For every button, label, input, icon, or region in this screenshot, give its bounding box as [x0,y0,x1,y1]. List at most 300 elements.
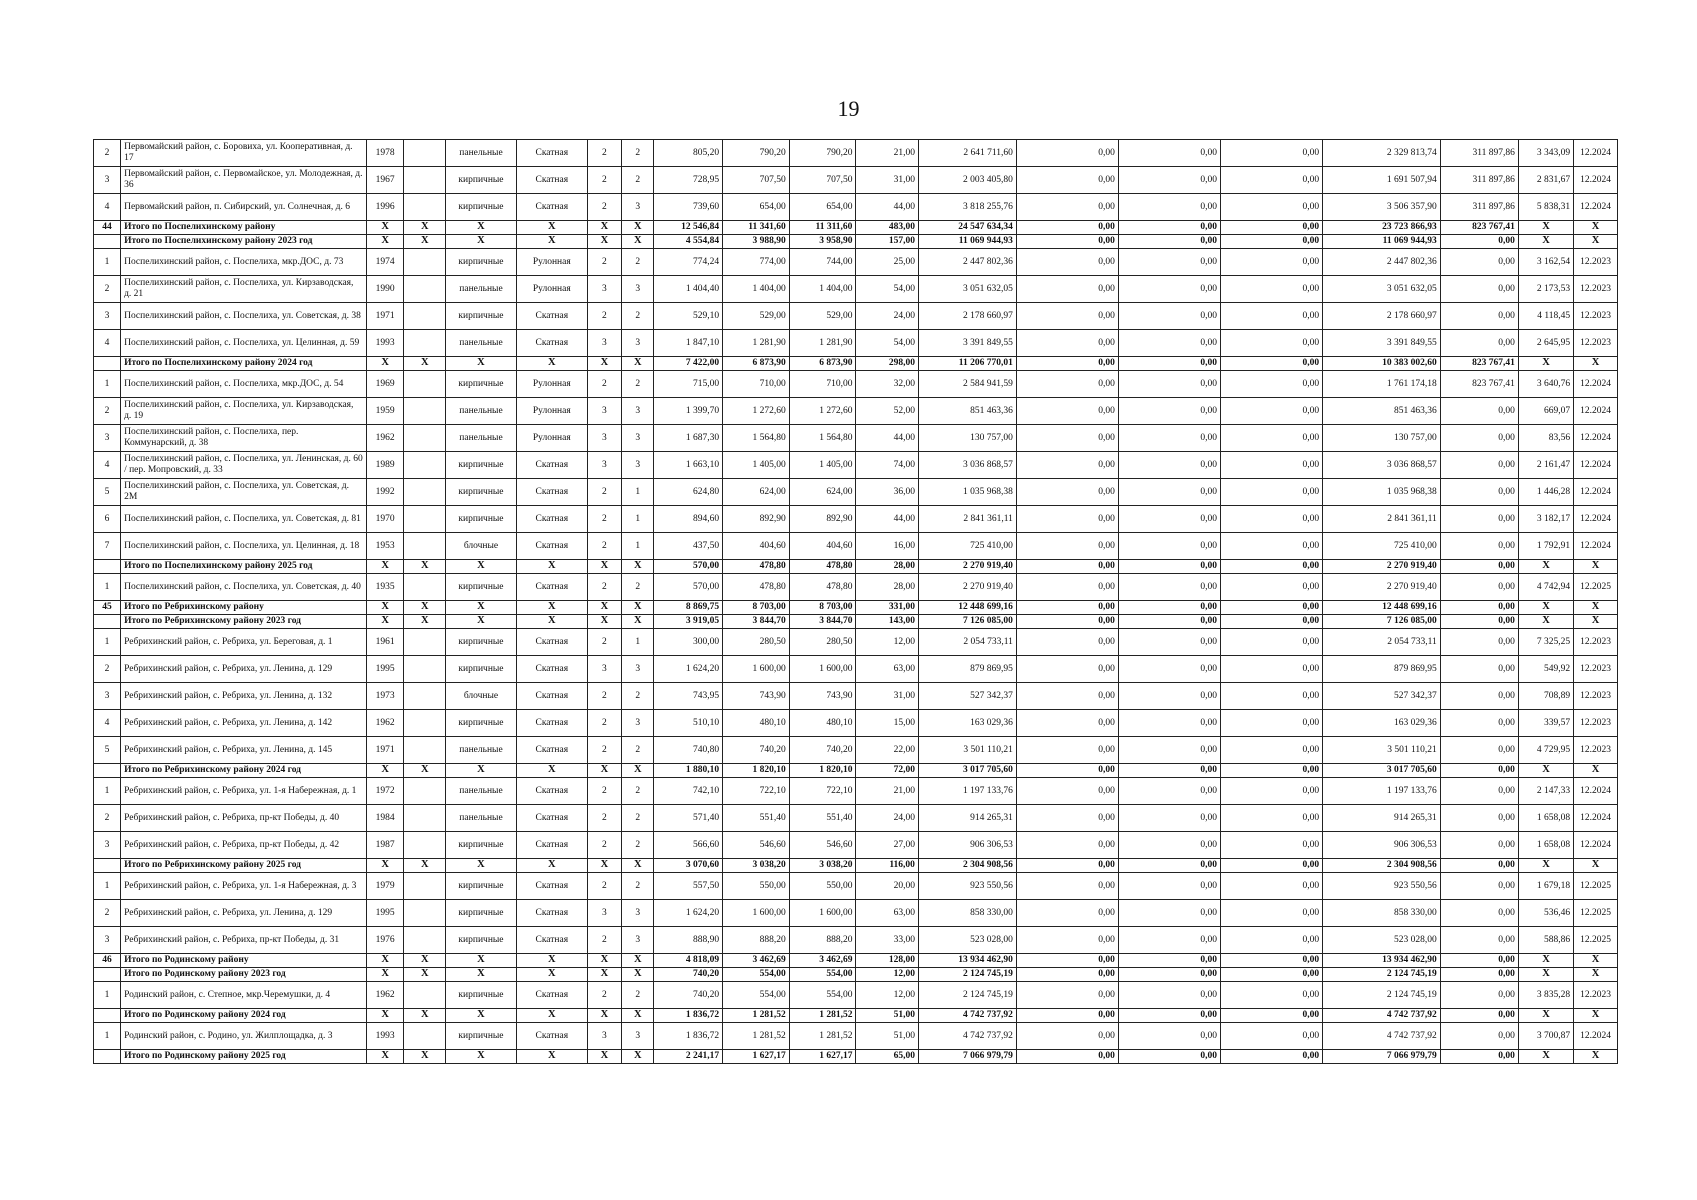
row-number: 4 [94,452,121,479]
unit-cost: 4 118,45 [1518,303,1573,330]
entrances-count: 2 [622,140,654,167]
roof-type: Скатная [516,873,587,900]
funding-regional: 0,00 [1118,832,1220,859]
roof-type: Скатная [516,167,587,194]
unit-cost: 2 645,95 [1518,330,1573,357]
entrances-count: 3 [622,1023,654,1050]
row-number: 3 [94,425,121,452]
total-area: 1 847,10 [654,330,723,357]
total-area: 2 241,17 [654,1050,723,1064]
blank-cell [404,452,446,479]
residents-count: 298,00 [856,357,919,371]
floors-count: 2 [587,778,621,805]
funding-owners: 3 391 849,55 [1323,330,1441,357]
roof-type: Скатная [516,710,587,737]
repair-cost: 2 124 745,19 [918,982,1016,1009]
floors-count: 3 [587,656,621,683]
funding-regional: 0,00 [1118,398,1220,425]
commission-year: 1993 [366,330,404,357]
entrances-count: 2 [622,574,654,601]
funding-owners: 523 028,00 [1323,927,1441,954]
completion-date: 12.2024 [1574,506,1618,533]
roof-type: Скатная [516,506,587,533]
funding-local: 0,00 [1221,194,1323,221]
x-mark-roof: X [516,764,587,778]
funding-local: 0,00 [1221,832,1323,859]
total-area: 529,10 [654,303,723,330]
table-row [94,249,1618,276]
row-number: 2 [94,656,121,683]
total-area: 4 818,09 [654,954,723,968]
funding-federal: 0,00 [1016,1050,1118,1064]
area-premises: 3 844,70 [723,615,790,629]
subtotal-row [94,859,1618,873]
roof-type: Скатная [516,479,587,506]
funding-owners: 13 934 462,90 [1323,954,1441,968]
funding-local: 0,00 [1221,357,1323,371]
building-address: Ребрихинский район, с. Ребриха, ул. 1-я Набережная, д. 1 [121,778,367,805]
wall-material: кирпичные [446,873,517,900]
funding-regional: 0,00 [1118,900,1220,927]
area-residential: 529,00 [789,303,856,330]
funding-federal: 0,00 [1016,249,1118,276]
repair-cost: 851 463,36 [918,398,1016,425]
total-area: 1 836,72 [654,1009,723,1023]
repair-cost: 11 069 944,93 [918,235,1016,249]
roof-type: Скатная [516,982,587,1009]
entrances-count: 3 [622,900,654,927]
x-mark-floors: X [587,615,621,629]
blank-cell [404,167,446,194]
completion-date: 12.2024 [1574,371,1618,398]
funding-other: 0,00 [1440,560,1518,574]
wall-material: кирпичные [446,303,517,330]
repair-cost: 3 818 255,76 [918,194,1016,221]
blank-cell [404,398,446,425]
completion-date: 12.2023 [1574,629,1618,656]
building-address: Ребрихинский район, с. Ребриха, пр-кт Победы, д. 40 [121,805,367,832]
total-area: 8 869,75 [654,601,723,615]
x-mark-unit-cost: X [1518,221,1573,235]
area-premises: 3 038,20 [723,859,790,873]
unit-cost: 4 729,95 [1518,737,1573,764]
blank-cell [404,778,446,805]
residents-count: 28,00 [856,560,919,574]
funding-other: 0,00 [1440,710,1518,737]
area-premises: 1 281,52 [723,1009,790,1023]
repair-cost: 2 270 919,40 [918,574,1016,601]
unit-cost: 588,86 [1518,927,1573,954]
x-mark-floors: X [587,601,621,615]
total-area: 774,24 [654,249,723,276]
funding-regional: 0,00 [1118,167,1220,194]
blank-cell [404,249,446,276]
table-row [94,506,1618,533]
commission-year: 1996 [366,194,404,221]
wall-material: кирпичные [446,167,517,194]
wall-material: панельные [446,737,517,764]
commission-year: 1972 [366,778,404,805]
repair-cost: 906 306,53 [918,832,1016,859]
funding-regional: 0,00 [1118,982,1220,1009]
funding-owners: 2 124 745,19 [1323,968,1441,982]
funding-other: 0,00 [1440,533,1518,560]
area-residential: 1 281,90 [789,330,856,357]
area-residential: 11 311,60 [789,221,856,235]
entrances-count: 2 [622,683,654,710]
x-mark-date: X [1574,1050,1618,1064]
x-mark-entrances: X [622,221,654,235]
subtotal-label: Итого по Ребрихинскому району 2023 год [121,615,367,629]
area-premises: 1 404,00 [723,276,790,303]
funding-regional: 0,00 [1118,303,1220,330]
repair-cost: 1 035 968,38 [918,479,1016,506]
residents-count: 143,00 [856,615,919,629]
repair-cost: 3 036 868,57 [918,452,1016,479]
funding-other: 0,00 [1440,805,1518,832]
table-row [94,873,1618,900]
repair-cost: 4 742 737,92 [918,1009,1016,1023]
area-residential: 1 404,00 [789,276,856,303]
x-mark-date: X [1574,1009,1618,1023]
funding-regional: 0,00 [1118,656,1220,683]
funding-regional: 0,00 [1118,954,1220,968]
table-row [94,276,1618,303]
area-residential: 1 272,60 [789,398,856,425]
entrances-count: 2 [622,778,654,805]
completion-date: 12.2024 [1574,398,1618,425]
table-row [94,710,1618,737]
commission-year: 1976 [366,927,404,954]
area-premises: 654,00 [723,194,790,221]
total-area: 740,20 [654,982,723,1009]
total-area: 624,80 [654,479,723,506]
area-residential: 6 873,90 [789,357,856,371]
funding-other: 0,00 [1440,859,1518,873]
funding-local: 0,00 [1221,1009,1323,1023]
wall-material: блочные [446,533,517,560]
funding-federal: 0,00 [1016,954,1118,968]
total-area: 715,00 [654,371,723,398]
area-residential: 554,00 [789,982,856,1009]
unit-cost: 3 182,17 [1518,506,1573,533]
unit-cost: 3 343,09 [1518,140,1573,167]
funding-other: 311 897,86 [1440,194,1518,221]
x-mark-date: X [1574,764,1618,778]
total-area: 510,10 [654,710,723,737]
funding-local: 0,00 [1221,710,1323,737]
x-mark-roof: X [516,1009,587,1023]
completion-date: 12.2025 [1574,927,1618,954]
x-mark-floors: X [587,968,621,982]
entrances-count: 2 [622,303,654,330]
unit-cost: 3 700,87 [1518,1023,1573,1050]
building-address: Ребрихинский район, с. Ребриха, ул. Ленина, д. 132 [121,683,367,710]
row-number: 1 [94,371,121,398]
subtotal-label: Итого по Поспелихинскому району 2025 год [121,560,367,574]
floors-count: 3 [587,425,621,452]
area-premises: 1 405,00 [723,452,790,479]
funding-local: 0,00 [1221,764,1323,778]
funding-federal: 0,00 [1016,873,1118,900]
floors-count: 2 [587,303,621,330]
area-premises: 1 600,00 [723,656,790,683]
residents-count: 44,00 [856,425,919,452]
floors-count: 2 [587,710,621,737]
table-row [94,194,1618,221]
commission-year: 1995 [366,900,404,927]
roof-type: Рулонная [516,425,587,452]
funding-local: 0,00 [1221,506,1323,533]
entrances-count: 2 [622,737,654,764]
funding-regional: 0,00 [1118,764,1220,778]
residents-count: 25,00 [856,249,919,276]
table-row [94,629,1618,656]
funding-federal: 0,00 [1016,1009,1118,1023]
repair-cost: 923 550,56 [918,873,1016,900]
funding-regional: 0,00 [1118,221,1220,235]
funding-local: 0,00 [1221,615,1323,629]
unit-cost: 708,89 [1518,683,1573,710]
roof-type: Скатная [516,533,587,560]
funding-regional: 0,00 [1118,1050,1220,1064]
row-number: 46 [94,954,121,968]
total-area: 1 399,70 [654,398,723,425]
x-mark-year: X [366,954,404,968]
completion-date: 12.2024 [1574,805,1618,832]
funding-local: 0,00 [1221,574,1323,601]
funding-other: 0,00 [1440,479,1518,506]
residents-count: 44,00 [856,506,919,533]
unit-cost: 1 792,91 [1518,533,1573,560]
funding-federal: 0,00 [1016,140,1118,167]
commission-year: 1993 [366,1023,404,1050]
x-mark-date: X [1574,954,1618,968]
total-area: 557,50 [654,873,723,900]
repair-cost: 2 003 405,80 [918,167,1016,194]
funding-regional: 0,00 [1118,194,1220,221]
row-number: 3 [94,303,121,330]
funding-local: 0,00 [1221,560,1323,574]
table-row [94,900,1618,927]
blank-cell [404,710,446,737]
x-mark-roof: X [516,560,587,574]
funding-owners: 1 761 174,18 [1323,371,1441,398]
funding-owners: 2 178 660,97 [1323,303,1441,330]
table-row [94,832,1618,859]
repair-cost: 3 017 705,60 [918,764,1016,778]
area-residential: 1 281,52 [789,1009,856,1023]
building-address: Ребрихинский район, с. Ребриха, ул. Ленина, д. 129 [121,656,367,683]
commission-year: 1962 [366,710,404,737]
roof-type: Скатная [516,330,587,357]
funding-other: 0,00 [1440,629,1518,656]
table-row [94,982,1618,1009]
x-mark-floors: X [587,954,621,968]
completion-date: 12.2023 [1574,330,1618,357]
repair-cost: 527 342,37 [918,683,1016,710]
area-residential: 1 820,10 [789,764,856,778]
building-address: Ребрихинский район, с. Ребриха, ул. Ленина, д. 145 [121,737,367,764]
area-residential: 8 703,00 [789,601,856,615]
funding-federal: 0,00 [1016,330,1118,357]
funding-regional: 0,00 [1118,1023,1220,1050]
register-body [94,140,1618,1064]
total-area: 1 663,10 [654,452,723,479]
unit-cost: 3 162,54 [1518,249,1573,276]
wall-material: кирпичные [446,194,517,221]
repair-cost: 2 054 733,11 [918,629,1016,656]
area-premises: 722,10 [723,778,790,805]
commission-year: 1971 [366,737,404,764]
entrances-count: 3 [622,710,654,737]
completion-date: 12.2023 [1574,249,1618,276]
x-mark-material: X [446,601,517,615]
x-mark-roof: X [516,221,587,235]
floors-count: 3 [587,452,621,479]
entrances-count: 2 [622,249,654,276]
area-premises: 624,00 [723,479,790,506]
funding-owners: 2 841 361,11 [1323,506,1441,533]
repair-cost: 858 330,00 [918,900,1016,927]
area-residential: 404,60 [789,533,856,560]
roof-type: Скатная [516,927,587,954]
entrances-count: 3 [622,276,654,303]
unit-cost: 1 658,08 [1518,832,1573,859]
funding-other: 0,00 [1440,832,1518,859]
funding-local: 0,00 [1221,533,1323,560]
row-number: 3 [94,927,121,954]
funding-owners: 1 035 968,38 [1323,479,1441,506]
x-mark-material: X [446,357,517,371]
funding-owners: 4 742 737,92 [1323,1023,1441,1050]
floors-count: 2 [587,506,621,533]
repair-cost: 523 028,00 [918,927,1016,954]
area-residential: 280,50 [789,629,856,656]
residents-count: 483,00 [856,221,919,235]
funding-local: 0,00 [1221,452,1323,479]
completion-date: 12.2024 [1574,140,1618,167]
funding-regional: 0,00 [1118,1009,1220,1023]
unit-cost: 1 658,08 [1518,805,1573,832]
roof-type: Скатная [516,900,587,927]
x-mark-blank: X [404,560,446,574]
building-address: Поспелихинский район, с. Поспелиха, пер. Коммунарский, д. 38 [121,425,367,452]
table-row [94,805,1618,832]
commission-year: 1990 [366,276,404,303]
building-address: Ребрихинский район, с. Ребриха, ул. Ленина, д. 142 [121,710,367,737]
unit-cost: 1 446,28 [1518,479,1573,506]
funding-other: 311 897,86 [1440,167,1518,194]
funding-regional: 0,00 [1118,371,1220,398]
area-residential: 3 462,69 [789,954,856,968]
funding-local: 0,00 [1221,1050,1323,1064]
roof-type: Скатная [516,629,587,656]
subtotal-row [94,615,1618,629]
funding-other: 823 767,41 [1440,371,1518,398]
funding-other: 0,00 [1440,303,1518,330]
subtotal-row [94,1050,1618,1064]
unit-cost: 7 325,25 [1518,629,1573,656]
x-mark-unit-cost: X [1518,615,1573,629]
area-residential: 480,10 [789,710,856,737]
x-mark-unit-cost: X [1518,764,1573,778]
residents-count: 16,00 [856,533,919,560]
funding-other: 0,00 [1440,683,1518,710]
residents-count: 22,00 [856,737,919,764]
row-number: 5 [94,737,121,764]
x-mark-entrances: X [622,560,654,574]
row-number: 1 [94,982,121,1009]
floors-count: 2 [587,629,621,656]
funding-owners: 906 306,53 [1323,832,1441,859]
area-premises: 1 281,52 [723,1023,790,1050]
area-premises: 1 564,80 [723,425,790,452]
funding-other: 311 897,86 [1440,140,1518,167]
area-residential: 551,40 [789,805,856,832]
table-row [94,683,1618,710]
funding-federal: 0,00 [1016,656,1118,683]
x-mark-entrances: X [622,968,654,982]
funding-federal: 0,00 [1016,452,1118,479]
completion-date: 12.2024 [1574,479,1618,506]
total-area: 888,90 [654,927,723,954]
funding-federal: 0,00 [1016,832,1118,859]
total-area: 728,95 [654,167,723,194]
funding-local: 0,00 [1221,873,1323,900]
wall-material: панельные [446,805,517,832]
wall-material: кирпичные [446,1023,517,1050]
area-premises: 707,50 [723,167,790,194]
building-address: Родинский район, с. Степное, мкр.Черемушки, д. 4 [121,982,367,1009]
residents-count: 21,00 [856,140,919,167]
building-address: Ребрихинский район, с. Ребриха, пр-кт Победы, д. 42 [121,832,367,859]
funding-federal: 0,00 [1016,859,1118,873]
funding-local: 0,00 [1221,683,1323,710]
residents-count: 51,00 [856,1009,919,1023]
funding-regional: 0,00 [1118,533,1220,560]
area-residential: 888,20 [789,927,856,954]
table-row [94,398,1618,425]
blank-cell [404,832,446,859]
repair-cost: 130 757,00 [918,425,1016,452]
x-mark-floors: X [587,235,621,249]
entrances-count: 1 [622,629,654,656]
entrances-count: 3 [622,330,654,357]
residents-count: 51,00 [856,1023,919,1050]
x-mark-roof: X [516,859,587,873]
completion-date: 12.2024 [1574,425,1618,452]
funding-other: 823 767,41 [1440,357,1518,371]
commission-year: 1974 [366,249,404,276]
roof-type: Скатная [516,778,587,805]
roof-type: Скатная [516,452,587,479]
building-address: Поспелихинский район, с. Поспелиха, ул. Целинная, д. 18 [121,533,367,560]
area-residential: 722,10 [789,778,856,805]
funding-owners: 914 265,31 [1323,805,1441,832]
funding-federal: 0,00 [1016,235,1118,249]
x-mark-roof: X [516,615,587,629]
funding-owners: 3 506 357,90 [1323,194,1441,221]
roof-type: Рулонная [516,249,587,276]
funding-other: 0,00 [1440,954,1518,968]
x-mark-year: X [366,601,404,615]
subtotal-label: Итого по Поспелихинскому району [121,221,367,235]
unit-cost: 536,46 [1518,900,1573,927]
funding-regional: 0,00 [1118,452,1220,479]
funding-other: 0,00 [1440,982,1518,1009]
floors-count: 3 [587,900,621,927]
